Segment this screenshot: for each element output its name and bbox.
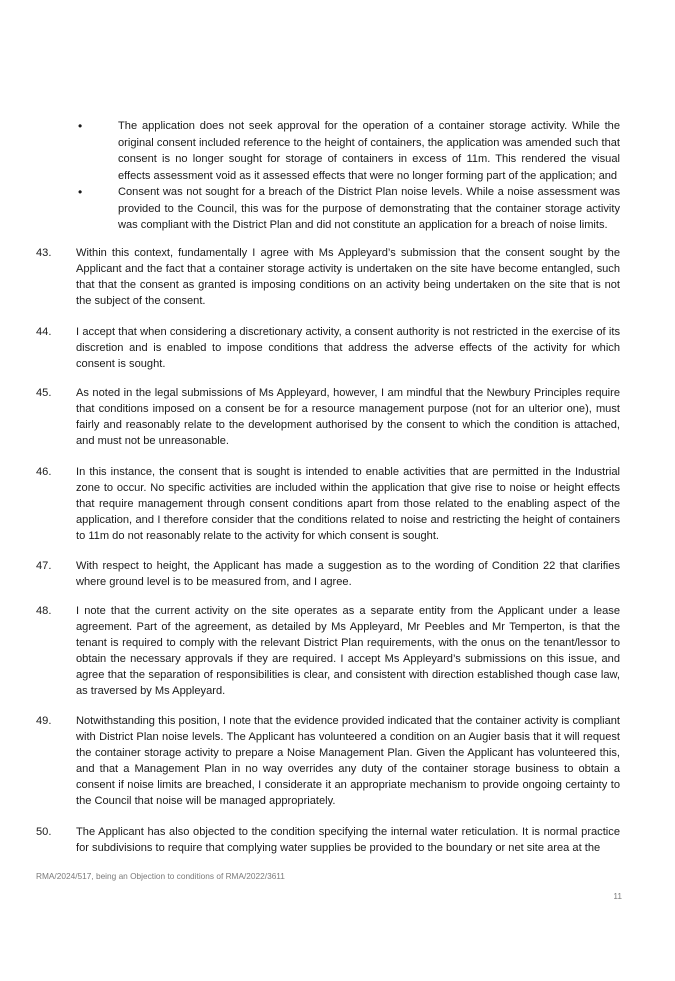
paragraph-text: Within this context, fundamentally I agree with Ms Appleyard’s submission that the consent sought by the Applicant and the fact that a container storage activity is undertaken on the site have become entangled, such that that the consent as granted is imposing conditions on an activity being undertaken on the site that is not the subject of the consent. xyxy=(76,247,620,307)
paragraph-number: 43. xyxy=(36,247,52,259)
page-number: 11 xyxy=(613,891,622,901)
paragraph-46 xyxy=(36,464,620,544)
paragraph-text: The Applicant has also objected to the condition specifying the internal water reticulation. It is normal practice for subdivisions to require that complying water supplies be provided to the boundary or net site area at the xyxy=(76,826,620,854)
bullet-icon: • xyxy=(78,119,83,133)
paragraph-text: In this instance, the consent that is sought is intended to enable activities that are permitted in the Industrial zone to occur. No specific activities are included within the application that give rise to noise or height effects that require management through consent conditions apart from those related to the enabling aspect of the application, and I therefore consider that the conditions related to noise and restricting the height of containers to 11m do not reasonably relate to the activity for which consent is sought. xyxy=(76,466,620,542)
paragraph-text: Notwithstanding this position, I note that the evidence provided indicated that the container activity is compliant with District Plan noise levels. The Applicant has volunteered a condition on an Augier basis that it will request the container storage activity to prepare a Noise Management Plan. Given the Applicant has volunteered this, and that a Management Plan in no way overrides any duty of the container storage business to obtain a consent if noise limits are breached, I considerate it an appropriate mechanism to provide ongoing certainty to the Council that noise will be managed appropriately. xyxy=(76,715,620,807)
paragraph-49 xyxy=(36,713,620,809)
paragraph-number: 49. xyxy=(36,715,52,727)
paragraph-number: 44. xyxy=(36,326,52,338)
bullet-text: The application does not seek approval for the operation of a container storage activity. While the original consent included reference to the height of containers, the application was amended such that consent is no longer sought for storage of containers in excess of 11m. This rendered the visual effects assessment void as it assessed effects that were no longer forming part of the application; and xyxy=(118,120,620,182)
paragraph-44 xyxy=(36,324,620,372)
paragraph-number: 47. xyxy=(36,560,52,572)
paragraph-text: With respect to height, the Applicant has made a suggestion as to the wording of Condition 22 that clarifies where ground level is to be measured from, and I agree. xyxy=(76,560,620,588)
paragraph-48 xyxy=(36,603,620,699)
paragraph-number: 50. xyxy=(36,826,52,838)
paragraph-text: I note that the current activity on the site operates as a separate entity from the Applicant under a lease agreement. Part of the agreement, as detailed by Ms Appleyard, Mr Peebles and Mr Temperton, is that the tenant is required to comply with the relevant District Plan requirements, with the onus on the tenant/lessor to obtain the necessary approvals if they are required. I accept Ms Appleyard’s submissions on this issue, and agree that the separation of responsibilities is clear, and consistent with direction established though case law, as traversed by Ms Appleyard. xyxy=(76,605,620,697)
paragraph-number: 45. xyxy=(36,387,52,399)
paragraph-45 xyxy=(36,385,620,449)
bullet-list xyxy=(78,118,620,234)
paragraph-number: 46. xyxy=(36,466,52,478)
paragraph-text: I accept that when considering a discretionary activity, a consent authority is not restricted in the exercise of its discretion and is enabled to impose conditions that address the adverse effects of the activity for which consent is sought. xyxy=(76,326,620,370)
list-item xyxy=(78,118,620,184)
paragraph-50 xyxy=(36,824,620,856)
bullet-text: Consent was not sought for a breach of the District Plan noise levels. While a noise assessment was provided to the Council, this was for the purpose of demonstrating that the container storage activity was compliant with the District Plan and did not constitute an application for a breach of noise limits. xyxy=(118,186,620,231)
footer-reference: RMA/2024/517, being an Objection to conditions of RMA/2022/3611 xyxy=(36,871,285,881)
paragraph-43 xyxy=(36,245,620,309)
paragraph-number: 48. xyxy=(36,605,52,617)
bullet-icon: • xyxy=(78,185,83,199)
paragraph-47 xyxy=(36,558,620,590)
list-item xyxy=(78,184,620,234)
paragraph-text: As noted in the legal submissions of Ms Appleyard, however, I am mindful that the Newbury Principles require that conditions imposed on a consent be for a resource management purpose (not for an ulterior one), must fairly and reasonably relate to the development authorised by the consent to which the condition is attached, and must not be unreasonable. xyxy=(76,387,620,447)
